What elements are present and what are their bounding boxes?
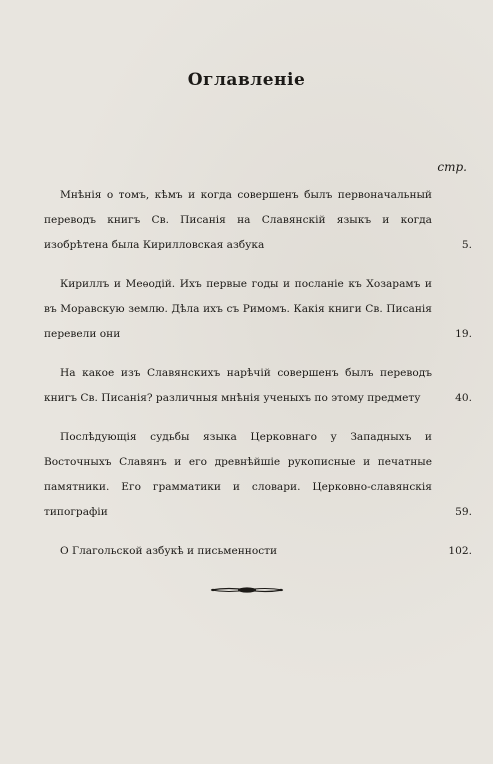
page-column-label: стр.: [437, 160, 467, 174]
toc-entry-page: 102.: [448, 545, 472, 557]
toc-entry-page: 19.: [455, 328, 472, 340]
toc-entry-title: О Глагольской азбукѣ и письменности: [60, 545, 278, 557]
toc-entry: [44, 361, 472, 411]
toc-entry-page: 59.: [455, 506, 472, 518]
toc-entry: [44, 272, 472, 347]
toc-entry-title: Послѣдующія судьбы языка Церковнаго у Западныхъ и Восточныхъ Славянъ и его древнѣйшіе рукописные и печатные памятники. Его грамматики и словари. Церковно-славянскія типографіи: [44, 431, 432, 518]
toc-entry: [44, 183, 472, 258]
toc-entry-title: На какое изъ Славянскихъ нарѣчій совершенъ былъ переводъ книгъ Св. Писанія? различныя мнѣнія ученыхъ по этому предмету: [44, 367, 432, 404]
ornament-divider-icon: [209, 583, 285, 597]
toc-entry-title: Мнѣнія о томъ, кѣмъ и когда совершенъ былъ первоначальный переводъ книгъ Св. Писанія на Славянскій языкъ и когда изобрѣтена была Кирилловская азбука: [44, 189, 432, 251]
toc-entry-title: Кириллъ и Меѳодій. Ихъ первые годы и посланіе къ Хозарамъ и въ Моравскую землю. Дѣла ихъ съ Римомъ. Какія книги Св. Писанія перевели они: [44, 278, 432, 340]
toc-entry-page: 5.: [461, 239, 472, 251]
table-of-contents: [44, 183, 472, 578]
page-title: Оглавленіе: [187, 70, 306, 90]
toc-entry-page: 40.: [455, 392, 472, 404]
toc-entry: [44, 425, 472, 525]
toc-entry: [44, 539, 472, 564]
